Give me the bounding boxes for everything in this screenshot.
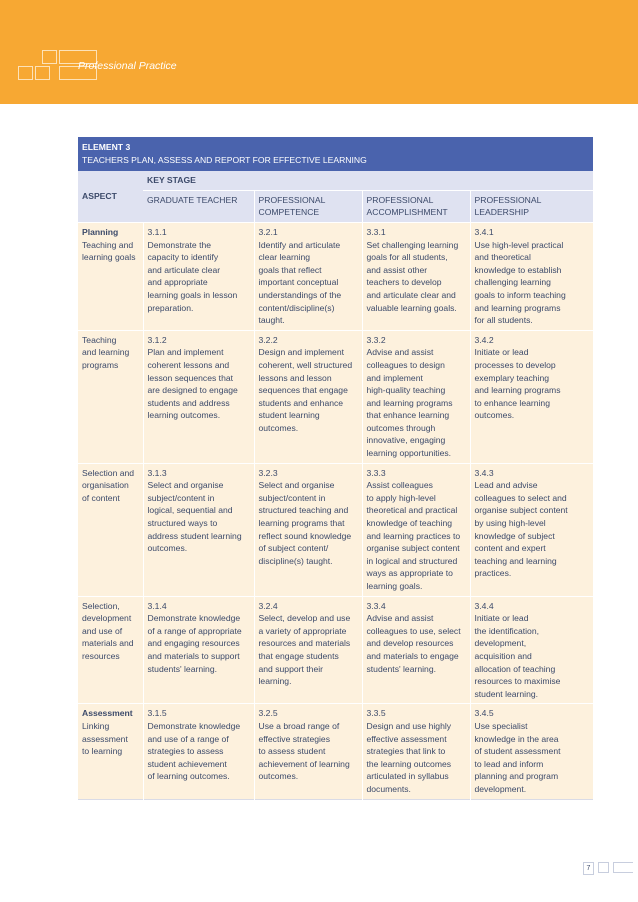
standard-text-line: effective strategies bbox=[258, 733, 330, 744]
standard-cell bbox=[254, 222, 362, 330]
standard-text-line: in logical and structured bbox=[366, 555, 458, 566]
standard-text-line: Select and organise bbox=[147, 480, 224, 491]
standard-text-line: students and address bbox=[147, 397, 230, 408]
stage-header-line: COMPETENCE bbox=[258, 207, 320, 218]
standard-code: 3.3.3 bbox=[366, 467, 386, 478]
standard-text-line: students and enhance bbox=[258, 397, 344, 408]
aspect-cell bbox=[78, 330, 143, 463]
standard-text-line: goals that reflect bbox=[258, 264, 322, 275]
standard-text-line: sequences that engage bbox=[258, 385, 348, 396]
standard-text-line: colleagues to use, select bbox=[366, 625, 461, 636]
standard-code: 3.2.5 bbox=[258, 708, 278, 719]
standard-text-line: knowledge in the area bbox=[474, 733, 559, 744]
table-row bbox=[78, 330, 593, 463]
standard-text-line: learning opportunities. bbox=[366, 448, 452, 459]
standard-text-line: and appropriate bbox=[147, 277, 208, 288]
key-stage-header: KEY STAGE bbox=[143, 171, 593, 190]
aspect-line: to learning bbox=[82, 746, 123, 757]
standard-text-line: ways as appropriate to bbox=[366, 568, 453, 579]
standard-text-line: theoretical and practical bbox=[366, 505, 458, 516]
standard-text-line: processes to develop bbox=[474, 359, 556, 370]
standard-text-line: exemplary teaching bbox=[474, 372, 550, 383]
standard-text-line: teaching and learning bbox=[474, 555, 557, 566]
standard-text-line: Use specialist bbox=[474, 720, 528, 731]
standard-text-line: for all students. bbox=[474, 315, 533, 326]
stage-header-line: LEADERSHIP bbox=[474, 207, 529, 218]
table-row bbox=[78, 596, 593, 704]
aspect-line: Selection, bbox=[82, 600, 120, 611]
standard-cell bbox=[470, 704, 593, 799]
stage-header bbox=[143, 190, 254, 222]
standard-text-line: of a range of appropriate bbox=[147, 625, 242, 636]
standard-text-line: organise subject content bbox=[474, 505, 568, 516]
standard-text-line: resources to maximise bbox=[474, 676, 561, 687]
aspect-line: programs bbox=[82, 359, 119, 370]
standard-text-line: Select and organise bbox=[258, 480, 335, 491]
standard-text-line: of student assessment bbox=[474, 746, 561, 757]
standard-text-line: planning and program bbox=[474, 771, 559, 782]
standard-cell bbox=[254, 463, 362, 596]
standard-text-line: allocation of teaching bbox=[474, 663, 556, 674]
stage-header-line: GRADUATE TEACHER bbox=[147, 194, 238, 205]
aspect-line: Linking bbox=[82, 720, 110, 731]
standard-text-line: strategies that link to bbox=[366, 746, 446, 757]
key-stage-row bbox=[78, 171, 593, 190]
standard-text-line: Demonstrate knowledge bbox=[147, 613, 241, 624]
standard-cell bbox=[362, 596, 470, 704]
standard-text-line: outcomes. bbox=[258, 422, 299, 433]
stage-header-line: PROFESSIONAL bbox=[258, 194, 326, 205]
standards-table-container bbox=[78, 137, 593, 800]
standard-text-line: and articulate clear bbox=[147, 264, 221, 275]
standard-code: 3.1.4 bbox=[147, 600, 167, 611]
aspect-line: Assessment bbox=[82, 708, 133, 719]
standard-text-line: by using high-level bbox=[474, 518, 546, 529]
standard-code: 3.3.5 bbox=[366, 708, 386, 719]
standard-text-line: Assist colleagues bbox=[366, 480, 433, 491]
section-title: Professional Practice bbox=[78, 60, 177, 72]
standard-text-line: goals to inform teaching bbox=[474, 289, 566, 300]
standard-text-line: of learning outcomes. bbox=[147, 771, 230, 782]
standard-text-line: development. bbox=[474, 783, 527, 794]
standard-text-line: Lead and advise bbox=[474, 480, 538, 491]
standard-code: 3.1.3 bbox=[147, 467, 167, 478]
standard-text-line: Use high-level practical bbox=[474, 239, 564, 250]
standard-code: 3.4.3 bbox=[474, 467, 494, 478]
standard-text-line: outcomes. bbox=[258, 771, 299, 782]
standard-cell bbox=[362, 222, 470, 330]
decorative-square bbox=[35, 66, 50, 80]
aspect-line: assessment bbox=[82, 733, 128, 744]
standard-code: 3.3.1 bbox=[366, 226, 386, 237]
standard-text-line: organise subject content bbox=[366, 543, 460, 554]
standard-text-line: and develop resources bbox=[366, 638, 454, 649]
standard-text-line: practices. bbox=[474, 568, 512, 579]
standard-text-line: development, bbox=[474, 638, 527, 649]
standard-code: 3.2.2 bbox=[258, 334, 278, 345]
standard-text-line: a variety of appropriate bbox=[258, 625, 347, 636]
standard-text-line: and engaging resources bbox=[147, 638, 240, 649]
standard-text-line: colleagues to design bbox=[366, 359, 445, 370]
decorative-square bbox=[42, 50, 57, 64]
standard-text-line: Initiate or lead bbox=[474, 347, 529, 358]
standard-text-line: and assist other bbox=[366, 264, 428, 275]
table-row bbox=[78, 463, 593, 596]
standard-text-line: challenging learning bbox=[474, 277, 551, 288]
stage-header-line: ACCOMPLISHMENT bbox=[366, 207, 448, 218]
standard-text-line: capacity to identify bbox=[147, 252, 219, 263]
standard-text-line: and learning programs bbox=[474, 385, 561, 396]
standard-text-line: structured teaching and bbox=[258, 505, 349, 516]
element-label: ELEMENT 3 bbox=[82, 142, 131, 152]
aspect-line: materials and bbox=[82, 638, 134, 649]
element-header bbox=[78, 137, 593, 171]
standard-text-line: achievement of learning bbox=[258, 758, 350, 769]
standard-text-line: Initiate or lead bbox=[474, 613, 529, 624]
standard-cell bbox=[362, 330, 470, 463]
standard-text-line: subject/content in bbox=[258, 492, 326, 503]
aspect-line: Selection and bbox=[82, 467, 135, 478]
aspect-cell bbox=[78, 704, 143, 799]
standard-text-line: structured ways to bbox=[147, 518, 218, 529]
standard-text-line: innovative, engaging bbox=[366, 435, 446, 446]
standard-code: 3.4.5 bbox=[474, 708, 494, 719]
standard-code: 3.2.3 bbox=[258, 467, 278, 478]
standard-text-line: to apply high-level bbox=[366, 492, 436, 503]
standard-text-line: lessons and lesson bbox=[258, 372, 332, 383]
standard-text-line: resources and materials bbox=[258, 638, 351, 649]
standard-text-line: lesson sequences that bbox=[147, 372, 234, 383]
standard-cell bbox=[143, 330, 254, 463]
standard-cell bbox=[470, 463, 593, 596]
standard-text-line: Use a broad range of bbox=[258, 720, 340, 731]
standard-cell bbox=[254, 596, 362, 704]
standard-text-line: the identification, bbox=[474, 625, 539, 636]
standard-text-line: documents. bbox=[366, 783, 411, 794]
standard-text-line: student learning. bbox=[474, 688, 539, 699]
standard-text-line: student learning bbox=[258, 410, 320, 421]
standard-code: 3.1.5 bbox=[147, 708, 167, 719]
standard-cell bbox=[143, 222, 254, 330]
standard-text-line: content/discipline(s) bbox=[258, 302, 335, 313]
standard-text-line: Demonstrate the bbox=[147, 239, 212, 250]
stage-header bbox=[254, 190, 362, 222]
standard-text-line: Plan and implement bbox=[147, 347, 224, 358]
standard-text-line: acquisition and bbox=[474, 650, 532, 661]
aspect-line: of content bbox=[82, 492, 120, 503]
standard-text-line: teachers to develop bbox=[366, 277, 442, 288]
aspect-header: ASPECT bbox=[78, 171, 143, 222]
standard-text-line: Select, develop and use bbox=[258, 613, 351, 624]
aspect-line: Planning bbox=[82, 226, 119, 237]
standard-text-line: logical, sequential and bbox=[147, 505, 233, 516]
standard-text-line: and learning programs bbox=[366, 397, 453, 408]
standard-code: 3.2.4 bbox=[258, 600, 278, 611]
stage-header-line: PROFESSIONAL bbox=[366, 194, 434, 205]
standard-text-line: knowledge to establish bbox=[474, 264, 562, 275]
table-row bbox=[78, 704, 593, 799]
standard-text-line: to assess student bbox=[258, 746, 326, 757]
standard-text-line: discipline(s) taught. bbox=[258, 555, 333, 566]
standard-code: 3.2.1 bbox=[258, 226, 278, 237]
aspect-line: development bbox=[82, 613, 132, 624]
standard-text-line: colleagues to select and bbox=[474, 492, 567, 503]
standard-text-line: important conceptual bbox=[258, 277, 339, 288]
standard-text-line: and implement bbox=[366, 372, 423, 383]
standard-text-line: goals for all students, bbox=[366, 252, 448, 263]
standard-text-line: Design and implement bbox=[258, 347, 345, 358]
standard-text-line: understandings of the bbox=[258, 289, 342, 300]
standard-text-line: to enhance learning bbox=[474, 397, 550, 408]
standard-text-line: Design and use highly bbox=[366, 720, 452, 731]
stage-header bbox=[470, 190, 593, 222]
aspect-line: and use of bbox=[82, 625, 123, 636]
standard-text-line: to lead and inform bbox=[474, 758, 544, 769]
standard-text-line: students' learning. bbox=[147, 663, 217, 674]
standard-cell bbox=[362, 463, 470, 596]
header-banner bbox=[0, 0, 638, 104]
decorative-square bbox=[613, 862, 633, 873]
standard-text-line: valuable learning goals. bbox=[366, 302, 457, 313]
aspect-cell bbox=[78, 463, 143, 596]
standard-code: 3.4.4 bbox=[474, 600, 494, 611]
stage-header-row bbox=[78, 190, 593, 222]
element-header-row bbox=[78, 137, 593, 171]
aspect-line: resources bbox=[82, 650, 120, 661]
standard-text-line: are designed to engage bbox=[147, 385, 238, 396]
standard-code: 3.1.2 bbox=[147, 334, 167, 345]
decorative-square bbox=[18, 66, 33, 80]
standard-code: 3.4.1 bbox=[474, 226, 494, 237]
standard-text-line: articulated in syllabus bbox=[366, 771, 449, 782]
standard-text-line: and learning programs bbox=[474, 302, 561, 313]
standard-text-line: effective assessment bbox=[366, 733, 447, 744]
element-title: TEACHERS PLAN, ASSESS AND REPORT FOR EFFECTIVE LEARNING bbox=[82, 154, 367, 165]
standard-text-line: outcomes through bbox=[366, 422, 436, 433]
aspect-line: and learning bbox=[82, 347, 130, 358]
table-row bbox=[78, 222, 593, 330]
stage-header-line: PROFESSIONAL bbox=[474, 194, 542, 205]
standard-code: 3.1.1 bbox=[147, 226, 167, 237]
standard-text-line: high-quality teaching bbox=[366, 385, 446, 396]
standard-text-line: learning goals in lesson bbox=[147, 289, 238, 300]
aspect-cell bbox=[78, 596, 143, 704]
standard-text-line: knowledge of teaching bbox=[366, 518, 453, 529]
standard-text-line: of subject content/ bbox=[258, 543, 329, 554]
standard-text-line: and learning practices to bbox=[366, 530, 461, 541]
standard-text-line: that engage students bbox=[258, 650, 339, 661]
standard-text-line: Advise and assist bbox=[366, 347, 434, 358]
standard-code: 3.4.2 bbox=[474, 334, 494, 345]
aspect-line: Teaching and bbox=[82, 239, 134, 250]
standard-text-line: learning outcomes. bbox=[147, 410, 221, 421]
standard-cell bbox=[362, 704, 470, 799]
standard-text-line: reflect sound knowledge bbox=[258, 530, 352, 541]
aspect-cell bbox=[78, 222, 143, 330]
standard-text-line: the learning outcomes bbox=[366, 758, 452, 769]
standard-text-line: and materials to support bbox=[147, 650, 240, 661]
standard-text-line: and use of a range of bbox=[147, 733, 229, 744]
standard-cell bbox=[143, 463, 254, 596]
standard-text-line: and theoretical bbox=[474, 252, 531, 263]
standard-text-line: preparation. bbox=[147, 302, 194, 313]
standard-cell bbox=[470, 330, 593, 463]
standard-text-line: Advise and assist bbox=[366, 613, 434, 624]
standard-code: 3.3.2 bbox=[366, 334, 386, 345]
standard-text-line: and articulate clear and bbox=[366, 289, 456, 300]
standards-table bbox=[78, 137, 593, 800]
standard-text-line: Set challenging learning bbox=[366, 239, 459, 250]
decorative-square bbox=[598, 862, 609, 873]
standard-cell bbox=[143, 704, 254, 799]
standard-text-line: and support their bbox=[258, 663, 323, 674]
aspect-line: learning goals bbox=[82, 252, 136, 263]
standard-text-line: coherent lessons and bbox=[147, 359, 230, 370]
standard-text-line: Identify and articulate bbox=[258, 239, 341, 250]
standard-text-line: and materials to engage bbox=[366, 650, 459, 661]
standard-text-line: coherent, well structured bbox=[258, 359, 353, 370]
standard-text-line: subject/content in bbox=[147, 492, 215, 503]
standard-text-line: knowledge of subject bbox=[474, 530, 555, 541]
stage-header bbox=[362, 190, 470, 222]
standard-text-line: student achievement bbox=[147, 758, 227, 769]
standard-text-line: Demonstrate knowledge bbox=[147, 720, 241, 731]
standard-cell bbox=[470, 222, 593, 330]
standard-text-line: taught. bbox=[258, 315, 285, 326]
standard-cell bbox=[470, 596, 593, 704]
standard-text-line: learning programs that bbox=[258, 518, 345, 529]
aspect-line: organisation bbox=[82, 480, 129, 491]
standard-code: 3.3.4 bbox=[366, 600, 386, 611]
standard-cell bbox=[254, 330, 362, 463]
standard-text-line: clear learning bbox=[258, 252, 311, 263]
standard-text-line: outcomes. bbox=[147, 543, 188, 554]
standard-text-line: students' learning. bbox=[366, 663, 436, 674]
standard-text-line: that enhance learning bbox=[366, 410, 450, 421]
standard-text-line: learning. bbox=[258, 676, 292, 687]
standard-cell bbox=[254, 704, 362, 799]
page-number: 7 bbox=[583, 862, 594, 875]
standard-text-line: address student learning bbox=[147, 530, 242, 541]
standard-text-line: content and expert bbox=[474, 543, 546, 554]
aspect-line: Teaching bbox=[82, 334, 117, 345]
standard-cell bbox=[143, 596, 254, 704]
standard-text-line: outcomes. bbox=[474, 410, 515, 421]
standard-text-line: learning goals. bbox=[366, 581, 423, 591]
standard-text-line: strategies to assess bbox=[147, 746, 224, 757]
